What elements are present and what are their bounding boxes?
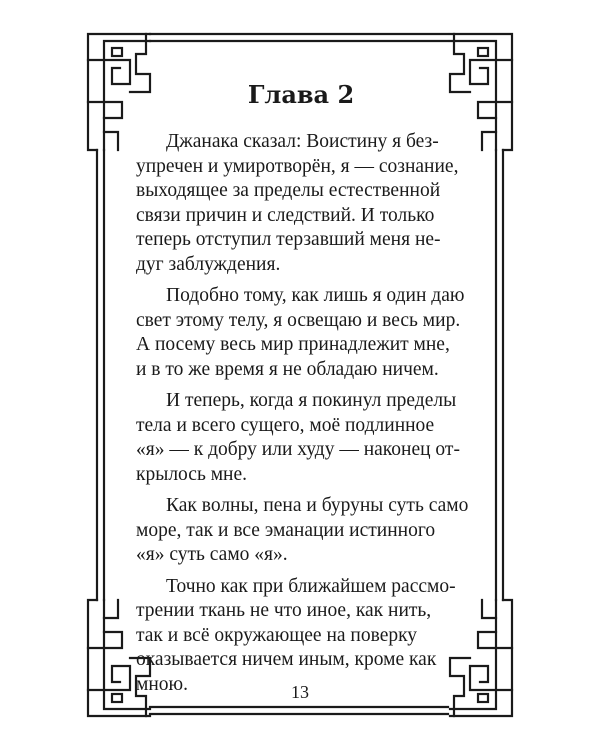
text-line: упречен и умиротворён, я — сознание, xyxy=(136,155,459,177)
text-line: «я» суть само «я». xyxy=(136,544,288,565)
text-line: выходящее за пределы естественной xyxy=(136,180,441,201)
text-line: «я» — к добру или худу — наконец от- xyxy=(136,439,460,460)
text-line: море, так и все эманации истинного xyxy=(136,519,436,541)
paragraph xyxy=(136,284,466,382)
text-line: Подобно тому, как лишь я один даю xyxy=(166,285,465,306)
paragraph xyxy=(136,389,466,487)
text-line: тела и всего сущего, моё подлинное xyxy=(136,414,435,436)
text-line: мною. xyxy=(136,673,188,695)
text-line: свет этому телу, я освещаю и весь мир. xyxy=(136,309,461,331)
text-line: И теперь, когда я покинул пределы xyxy=(166,390,457,411)
text-line: Точно как при ближайшем рассмо- xyxy=(166,575,456,597)
text-line: связи причин и следствий. И только xyxy=(136,204,435,226)
text-line: дуг заблуждения. xyxy=(136,253,281,275)
page-content xyxy=(136,80,469,704)
paragraph xyxy=(136,494,469,568)
text-line: крылось мне. xyxy=(136,463,248,485)
text-line: Как волны, пена и буруны суть само xyxy=(166,495,469,516)
text-line: трении ткань не что иное, как нить, xyxy=(136,600,432,621)
text-line: так и всё окружающее на поверку xyxy=(136,624,418,646)
page-number: 13 xyxy=(291,682,309,702)
text-line: оказывается ничем иным, кроме как xyxy=(136,649,437,670)
chapter-title: Глава 2 xyxy=(247,80,355,109)
text-line: и в то же время я не обладаю ничем. xyxy=(136,358,439,380)
text-line: теперь отступил терзавший меня не- xyxy=(136,229,441,250)
paragraphs xyxy=(136,130,469,697)
text-line: Джанака сказал: Воистину я без- xyxy=(166,131,439,152)
paragraph xyxy=(136,130,466,277)
text-line: А посему весь мир принадлежит мне, xyxy=(136,334,450,355)
paragraph xyxy=(136,575,466,698)
